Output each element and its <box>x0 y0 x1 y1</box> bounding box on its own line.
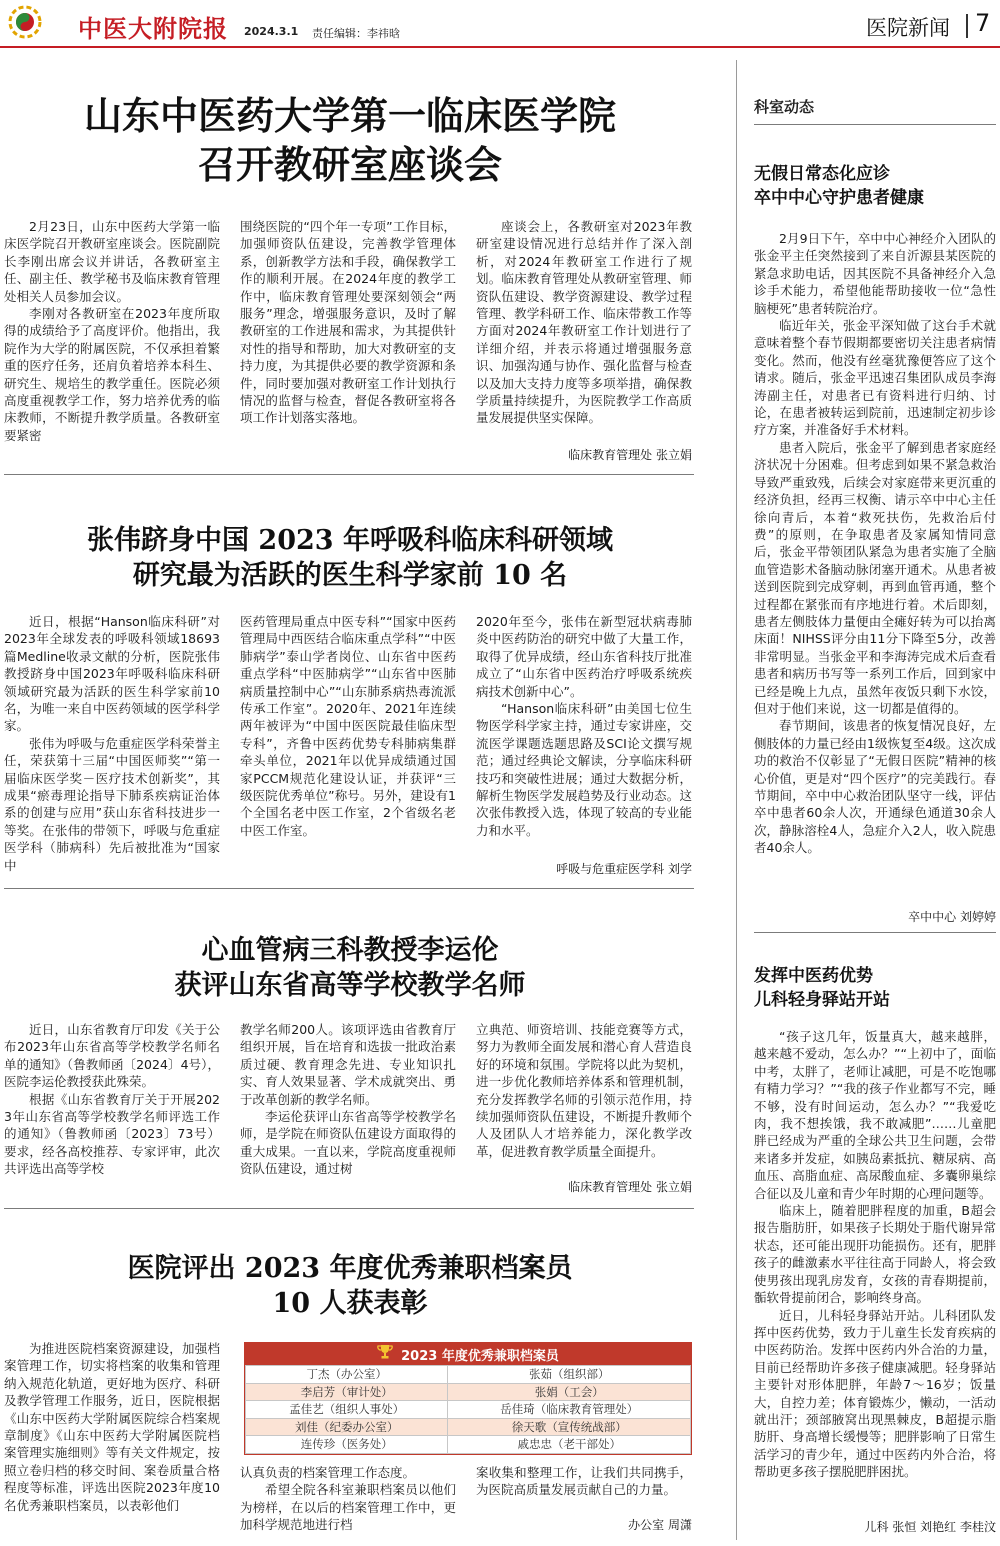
paragraph: 张伟为呼吸与危重症医学科荣誉主任，荣获第十三届“中国医师奖”“第一届临床医学奖－医疗技术创新奖”，其成果“瘀毒理论指导下肺系疾病证治体系的创建与应用”获山东省科技进步一等奖。在张伟的带领下，呼吸与危重症医学科（肺病科）先后被批准为“国家中 <box>4 735 220 873</box>
title-line: 10 人获表彰 <box>272 1287 428 1319</box>
editor-credit: 责任编辑：李祎晗 <box>312 27 400 40</box>
paragraph: 案收集和整理工作，让我们共同携手，为医院高质量发展贡献自己的力量。 <box>476 1465 692 1498</box>
article-4-col-3 <box>476 1464 692 1499</box>
paragraph: 教学名师200人。该项评选由省教育厅组织开展，旨在培育和选拔一批政治素质过硬、教育理念先进、专业知识扎实、育人效果显著、学术成就突出、勇于改革创新的教学名师。 <box>240 1022 456 1107</box>
masthead-rule <box>0 46 1000 48</box>
title-line: 心血管病三科教授李运伦 <box>201 935 499 966</box>
table-row <box>246 1383 691 1401</box>
article-3-col-3 <box>476 1021 692 1160</box>
table-cell: 张茹（组织部） <box>448 1366 691 1384</box>
trophy-icon <box>377 1344 393 1364</box>
table-cell: 李启芳（审计处） <box>246 1383 448 1401</box>
honor-table-header <box>245 1343 691 1365</box>
table-cell: 岳佳琦（临床教育管理处） <box>448 1401 691 1419</box>
section-name: 医院新闻 <box>866 16 950 40</box>
title-line: 卒中中心守护患者健康 <box>754 188 924 208</box>
issue-date: 2024.3.1 <box>244 25 299 38</box>
title-line: 获评山东省高等学校教学名师 <box>174 969 526 1001</box>
paragraph: 立典范、师资培训、技能竞赛等方式，努力为教师全面发展和潜心育人营造良好的环境和氛围。学院将以此为契机，进一步优化教师培养体系和管理机制，充分发挥教学名师的引领示范作用，持续加强师资队伍建设，不断提升教师个人及团队人才培养能力，深化教学改革，促进教育教学质量全面提升。 <box>476 1022 692 1159</box>
article-1-col-1 <box>4 218 220 444</box>
divider <box>4 1208 694 1209</box>
table-cell: 张娟（工会） <box>448 1383 691 1401</box>
article-1-col-2 <box>240 218 456 427</box>
paragraph: 医药管理局重点中医专科”“国家中医药管理局中西医结合临床重点学科”“中医肺病学”泰山学者岗位、山东省中医药重点学科“中医肺病学”“山东省中医肺病质量控制中心”“山东肺系病热毒流派传承工作室”。2020年、2021年连续两年被评为“中国中医医院最佳临床型专科”，齐鲁中医药优势专科肺病集群牵头单位，2021年以优异成绩通过国家PCCM规范化建设认证，并获评“三级医院优秀单位”称号。另外，建设有1个全国名老中医工作室，2个省级名老中医工作室。 <box>240 614 456 838</box>
article-2-col-2 <box>240 613 456 839</box>
table-row <box>246 1366 691 1384</box>
table-cell: 戚忠忠（老干部处） <box>448 1436 691 1454</box>
paragraph: 近日，根据“Hanson临床科研”对2023年全球发表的呼吸科领域18693篇Medline收录文献的分析，医院张伟教授跻身中国2023年呼吸科临床科研领域研究最为活跃的医生科学家前10名，为唯一来自中医药领域的医学科学家。 <box>4 614 220 734</box>
sidebar-story-1-title <box>754 162 996 210</box>
article-2-title <box>0 524 700 593</box>
title-line: 山东中医药大学第一临床医学院 <box>83 93 616 138</box>
article-1-signature: 临床教育管理处 张立娟 <box>568 448 692 462</box>
article-3-title <box>0 934 700 1003</box>
masthead <box>0 0 1000 46</box>
article-3-signature: 临床教育管理处 张立娟 <box>568 1180 692 1194</box>
table-cell: 刘佳（纪委办公室） <box>246 1418 448 1436</box>
sidebar-header-rule <box>754 124 996 125</box>
title-line: 无假日常态化应诊 <box>754 164 890 184</box>
paragraph: 为推进医院档案资源建设，加强档案管理工作，切实将档案的收集和管理纳入规范化轨道，更好地为医疗、科研及教学管理工作服务，近日，医院根据《山东中医药大学附属医院综合档案规章制度》《山东中医药大学附属医院档案管理实施细则》等有关文件规定，按照立卷归档的移交时间、案卷质量合格程度等标准，评选出医院2023年度10名优秀兼职档案员，以表彰他们 <box>4 1341 220 1513</box>
divider <box>4 888 694 889</box>
divider <box>4 474 694 475</box>
divider <box>754 932 996 933</box>
paragraph: 李运伦获评山东省高等学校教学名师，是学院在师资队伍建设方面取得的重大成果。一直以来，学院高度重视师资队伍建设，通过树 <box>240 1109 456 1177</box>
table-cell: 徐天歌（宣传统战部） <box>448 1418 691 1436</box>
article-4-title <box>0 1252 700 1321</box>
paragraph: “孩子这几年，饭量真大，越来越胖，越来越不爱动，怎么办？”“上初中了，面临中考，太胖了，老师让减肥，可是不吃饱哪有精力学习？”“我的孩子作业都写不完，睡不够，没有时间运动，怎么办？”“我爱吃肉，我不想挨饿，我不敢减肥”……儿童肥胖已经成为严重的全球公共卫生问题，会带来诸多并发症，如胰岛素抵抗、糖尿病、高血压、高脂血症、高尿酸血症、多囊卵巢综合征以及儿童和青少年时期的心理问题等。 <box>754 1029 996 1201</box>
article-2-col-1 <box>4 613 220 874</box>
paragraph: 2月9日下午，卒中中心神经介入团队的张金平主任突然接到了来自沂源县某医院的紧急求助电话，因其医院不具备神经介入急诊手术能力，希望他能帮助接收一位“急性脑梗死”患者转院治疗。 <box>754 231 996 316</box>
paragraph: 临床上，随着肥胖程度的加重，B超会报告脂肪肝，如果孩子长期处于脂代谢异常状态，还可能出现肝功能损伤。还有，肥胖孩子的雌激素水平往往高于同龄人，将会致使男孩出现乳房发育，女孩的青春期提前，骺软骨提前闭合，影响终身高。 <box>754 1203 996 1306</box>
paragraph: 希望全院各科室兼职档案员以他们为榜样，在以后的档案管理工作中，更加科学规范地进行档 <box>240 1482 456 1533</box>
paragraph: 根据《山东省教育厅关于开展2023年山东省高等学校教学名师评选工作的通知》（鲁教师函〔2023〕73号）要求，经各高校推荐、专家评审，此次共评选出高等学校 <box>4 1091 220 1177</box>
paragraph: 患者入院后，张金平了解到患者家庭经济状况十分困难。但考虑到如果不紧急救治导致严重致残，后续会对家庭带来更沉重的经济负担，经再三权衡、请示卒中中心主任徐向青后，本着“救死扶伤，先救治后付费”的原则，在争取患者及家属知情同意后，张金平带领团队紧急为患者实施了全脑血管造影术备脑动脉闭塞开通术。从患者被送到医院到完成穿刺，再到血管再通，整个过程都在紧张而有序地进行着。术后即刻，患者左侧肢体力量便由全瘫好转为可以抬离床面！NIHSS评分由11分下降至5分，改善非常明显。当张金平和李海涛完成术后查看患者和病历书写等一系列工作后，回到家中已经是晚上九点，虽然年夜饭只剩下水饺，但对于他们来说，这一切都是值得的。 <box>754 439 996 716</box>
page-number: 7 <box>975 9 991 37</box>
paragraph: “Hanson临床科研”由美国七位生物医学科学家主持，通过专家讲座，交流医学课题选题思路及SCI论文撰写规范；通过经典论文解读，分享临床科研技巧和突破性进展；通过大数据分析，解析生物医学发展趋势及行业动态。这次张伟教授入选，体现了较高的专业能力和水平。 <box>476 701 692 838</box>
article-3-col-1 <box>4 1021 220 1178</box>
article-1-title <box>0 92 700 189</box>
article-2-signature: 呼吸与危重症医学科 刘学 <box>556 862 692 876</box>
article-2-col-3 <box>476 613 692 839</box>
sidebar-story-2-title <box>754 964 996 1012</box>
title-line: 召开教研室座谈会 <box>197 141 502 187</box>
paragraph: 认真负责的档案管理工作态度。 <box>240 1465 416 1480</box>
table-row <box>246 1401 691 1419</box>
paragraph: 2月23日，山东中医药大学第一临床医学院召开教研室座谈会。医院副院长李刚出席会议并讲话，各教研室主任、副主任、教学秘书及临床教育管理处相关人员参加会议。 <box>4 219 220 304</box>
table-cell: 丁杰（办公室） <box>246 1366 448 1384</box>
article-4-col-1 <box>4 1340 220 1514</box>
honor-table-title: 2023 年度优秀兼职档案员 <box>401 1348 559 1364</box>
paragraph: 座谈会上，各教研室对2023年教研室建设情况进行总结并作了深入剖析，对2024年教研室工作进行了规划。临床教育管理处从教研室管理、师资队伍建设、教学资源建设、教学过程管理、教学科研工作、临床带教工作等方面对2024年教研室工作计划进行了详细介绍，并表示将通过增强服务意识、加强沟通与协作、强化监督与检查以及加大支持力度等多项举措，确保教学质量持续提升，为医院教学工作高质量发展提供坚实保障。 <box>476 219 692 426</box>
sidebar-story-1-body <box>754 230 996 857</box>
taiji-logo-icon <box>8 5 42 39</box>
honor-table <box>244 1342 692 1455</box>
section-divider <box>966 14 968 38</box>
paragraph: 近日，儿科轻身驿站开站。儿科团队发挥中医药优势，致力于儿童生长发育疾病的中医药防治。发挥中医药内外合治的力量，目前已经帮助许多孩子健康减肥。轻身驿站主要针对形体肥胖，年龄7～16岁；饭量大，自控力差；体育锻炼少，懒动，一活动就出汗；颈部腋窝出现黑棘皮，B超提示脂肪肝、身高增长缓慢等；肥胖影响了日常生活学习的青少年，通过中医药内外合治，将帮助更多孩子摆脱肥胖困扰。 <box>754 1307 996 1480</box>
table-row <box>246 1418 691 1436</box>
paragraph: 近日，山东省教育厅印发《关于公布2023年山东省高等学校教学名师名单的通知》（鲁教师函〔2024〕4号），医院李运伦教授获此殊荣。 <box>4 1022 220 1090</box>
paragraph: 临近年关，张金平深知做了这台手术就意味着整个春节假期都要密切关注患者病情变化。然而，他没有丝毫犹豫便答应了这个请求。随后，张金平迅速召集团队成员李海涛副主任，对患者已有资料进行归纳、讨论，在患者被转运到院前，迅速制定初步诊疗方案，并准备好手术材料。 <box>754 318 996 438</box>
sidebar-story-2-body <box>754 1028 996 1481</box>
sidebar-divider <box>736 60 737 1540</box>
table-cell: 孟佳艺（组织人事处） <box>246 1401 448 1419</box>
paper-name: 中医大附院报 <box>78 14 228 43</box>
paragraph: 李刚对各教研室在2023年度所取得的成绩给予了高度评价。他指出，我院作为大学的附属医院，不仅承担着繁重的医疗任务，还肩负着培养本科生、研究生、规培生的教学重任。医院必须高度重视教学工作，努力培养优秀的临床教师，不断提升教学质量。各教研室要紧密 <box>4 306 220 443</box>
honor-table-grid <box>245 1365 691 1454</box>
article-4-col-2 <box>240 1464 456 1534</box>
title-line: 发挥中医药优势 <box>754 966 873 986</box>
title-line: 研究最为活跃的医生科学家前 10 名 <box>132 559 568 591</box>
sidebar-story-1-signature: 卒中中心 刘婷婷 <box>908 910 996 924</box>
paragraph: 围绕医院的“四个年一专项”工作目标，加强师资队伍建设，完善教学管理体系，创新教学方法和手段，确保教学工作的顺利开展。在2024年度的教学工作中，临床教育管理处要深刻领会“两服务”理念，增强服务意识，及时了解教研室的工作进展和需求，为其提供针对性的指导和帮助，加大对教研室的支持力度，为其提供必要的教学资源和条件，同时要加强对教研室工作计划执行情况的监督与检查，督促各教研室将各项工作计划落实落地。 <box>240 219 456 426</box>
title-line: 儿科轻身驿站开站 <box>754 990 890 1010</box>
article-1-col-3 <box>476 218 692 427</box>
table-row <box>246 1436 691 1454</box>
sidebar-story-2-signature: 儿科 张恒 刘艳红 李桂汶 <box>864 1520 996 1534</box>
article-4-signature: 办公室 周潇 <box>628 1518 692 1532</box>
table-cell: 连传珍（医务处） <box>246 1436 448 1454</box>
sidebar-header: 科室动态 <box>754 98 815 116</box>
title-line: 张伟跻身中国 2023 年呼吸科临床科研领域 <box>87 525 613 556</box>
paragraph: 2020年至今，张伟在新型冠状病毒肺炎中医药防治的研究中做了大量工作，取得了优异成绩，经山东省科技厅批准成立了“山东省中医药治疗呼吸系统疾病技术创新中心”。 <box>476 614 692 699</box>
paragraph: 春节期间，该患者的恢复情况良好，左侧肢体的力量已经由1级恢复至4级。这次成功的救治不仅彰显了“无假日医院”精神的核心价值，更是对“四个医疗”的完美践行。春节期间，卒中中心救治团队坚守一线，评估卒中患者60余人次，开通绿色通道30余人次，静脉溶栓4人，急症介入2人，收入院患者40余人。 <box>754 718 996 856</box>
article-3-col-2 <box>240 1021 456 1178</box>
title-line: 医院评出 2023 年度优秀兼职档案员 <box>127 1253 573 1284</box>
